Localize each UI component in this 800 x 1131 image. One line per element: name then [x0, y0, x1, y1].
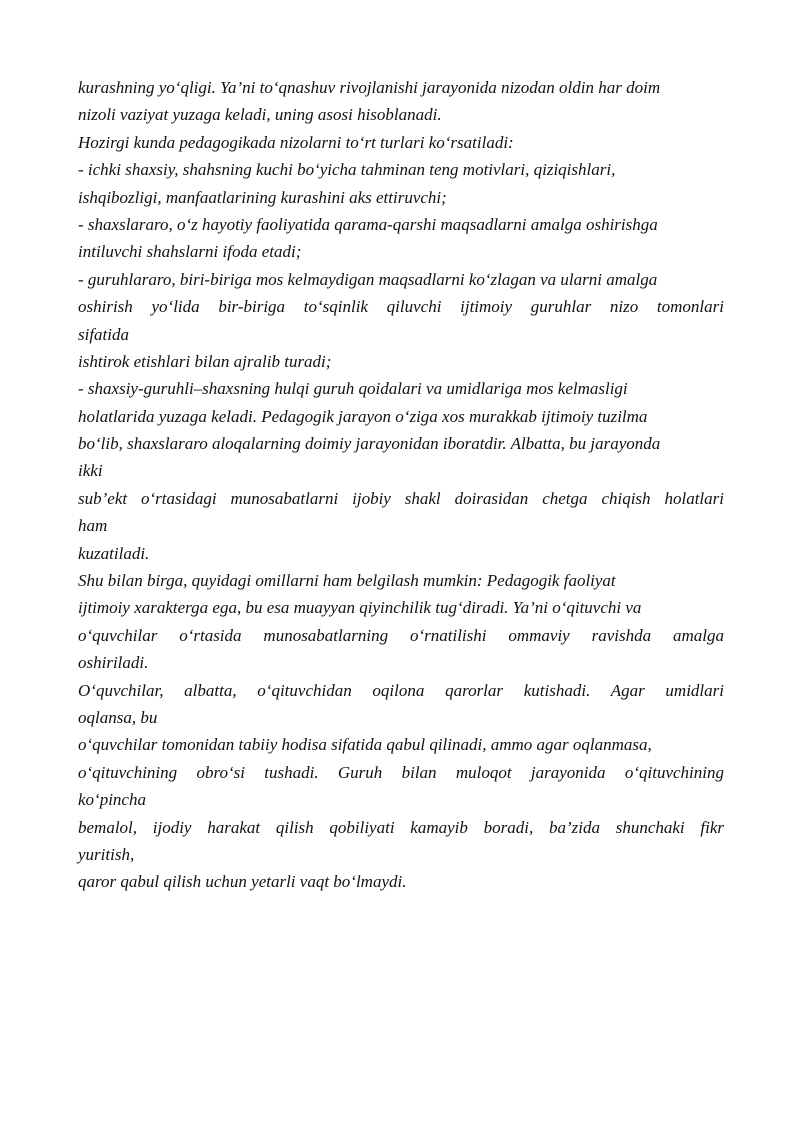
text-line: Shu bilan birga, quyidagi omillarni ham belgilash mumkin: Pedagogik faoliyat: [78, 571, 616, 591]
text-line: - shaxsiy-guruhli–shaxsning hulqi guruh qoidalari va umidlariga mos kelmasligi: [78, 379, 628, 399]
text-line: O‘quvchilar, albatta, o‘qituvchidan oqilona qarorlar kutishadi. Agar umidlari: [78, 680, 724, 700]
text-line: oshiriladi.: [78, 653, 149, 673]
text-line: ikki: [78, 461, 103, 481]
text-line: yuritish,: [78, 844, 135, 864]
text-line: sifatida: [78, 324, 130, 344]
text-line: qaror qabul qilish uchun yetarli vaqt bo‘lmaydi.: [78, 872, 407, 892]
text-line: ishtirok etishlari bilan ajralib turadi;: [78, 351, 332, 371]
text-line: ishqibozligi, manfaatlarining kurashini aks ettiruvchi;: [78, 187, 447, 207]
text-line: holatlarida yuzaga keladi. Pedagogik jarayon o‘ziga xos murakkab ijtimoiy tuzilma: [78, 406, 648, 426]
text-line: sub’ekt o‘rtasidagi munosabatlarni ijobiy shakl doirasidan chetga chiqish holatlari: [78, 488, 724, 508]
text-line: o‘qituvchining obro‘si tushadi. Guruh bilan muloqot jarayonida o‘qituvchining: [78, 762, 724, 782]
text-line: ijtimoiy xarakterga ega, bu esa muayyan qiyinchilik tug‘diradi. Ya’ni o‘qituvchi va: [78, 598, 642, 618]
text-line: - ichki shaxsiy, shahsning kuchi bo‘yicha tahminan teng motivlari, qiziqishlari,: [78, 160, 616, 180]
text-line: oqlansa, bu: [78, 707, 158, 727]
text-line: kuzatiladi.: [78, 543, 150, 563]
text-line: ko‘pincha: [78, 790, 146, 810]
text-line: ham: [78, 516, 108, 536]
text-line: - shaxslararo, o‘z hayotiy faoliyatida qarama-qarshi maqsadlarni amalga oshirishga: [78, 214, 658, 234]
text-line: - guruhlararo, biri-biriga mos kelmaydigan maqsadlarni ko‘zlagan va ularni amalga: [78, 269, 658, 289]
text-line: o‘quvchilar o‘rtasida munosabatlarning o‘rnatilishi ommaviy ravishda amalga: [78, 625, 724, 645]
text-line: oshirish yo‘lida bir-biriga to‘sqinlik qiluvchi ijtimoiy guruhlar nizo tomonlari: [78, 297, 724, 317]
text-line: bemalol, ijodiy harakat qilish qobiliyati kamayib boradi, ba’zida shunchaki fikr: [78, 817, 724, 837]
text-line: Hozirgi kunda pedagogikada nizolarni to‘rt turlari ko‘rsatiladi:: [78, 132, 514, 152]
text-line: kurashning yo‘qligi. Ya’ni to‘qnashuv rivojlanishi jarayonida nizodan oldin har doim: [78, 78, 661, 97]
text-line: intiluvchi shahslarni ifoda etadi;: [78, 242, 302, 262]
text-line: o‘quvchilar tomonidan tabiiy hodisa sifatida qabul qilinadi, ammo agar oqlanmasa,: [78, 735, 652, 755]
document-page: [78, 74, 724, 896]
text-line: nizoli vaziyat yuzaga keladi, uning asosi hisoblanadi.: [78, 105, 442, 125]
document-body: [78, 74, 724, 896]
text-line: bo‘lib, shaxslararo aloqalarning doimiy jarayonidan iboratdir. Albatta, bu jarayonda: [78, 434, 661, 454]
